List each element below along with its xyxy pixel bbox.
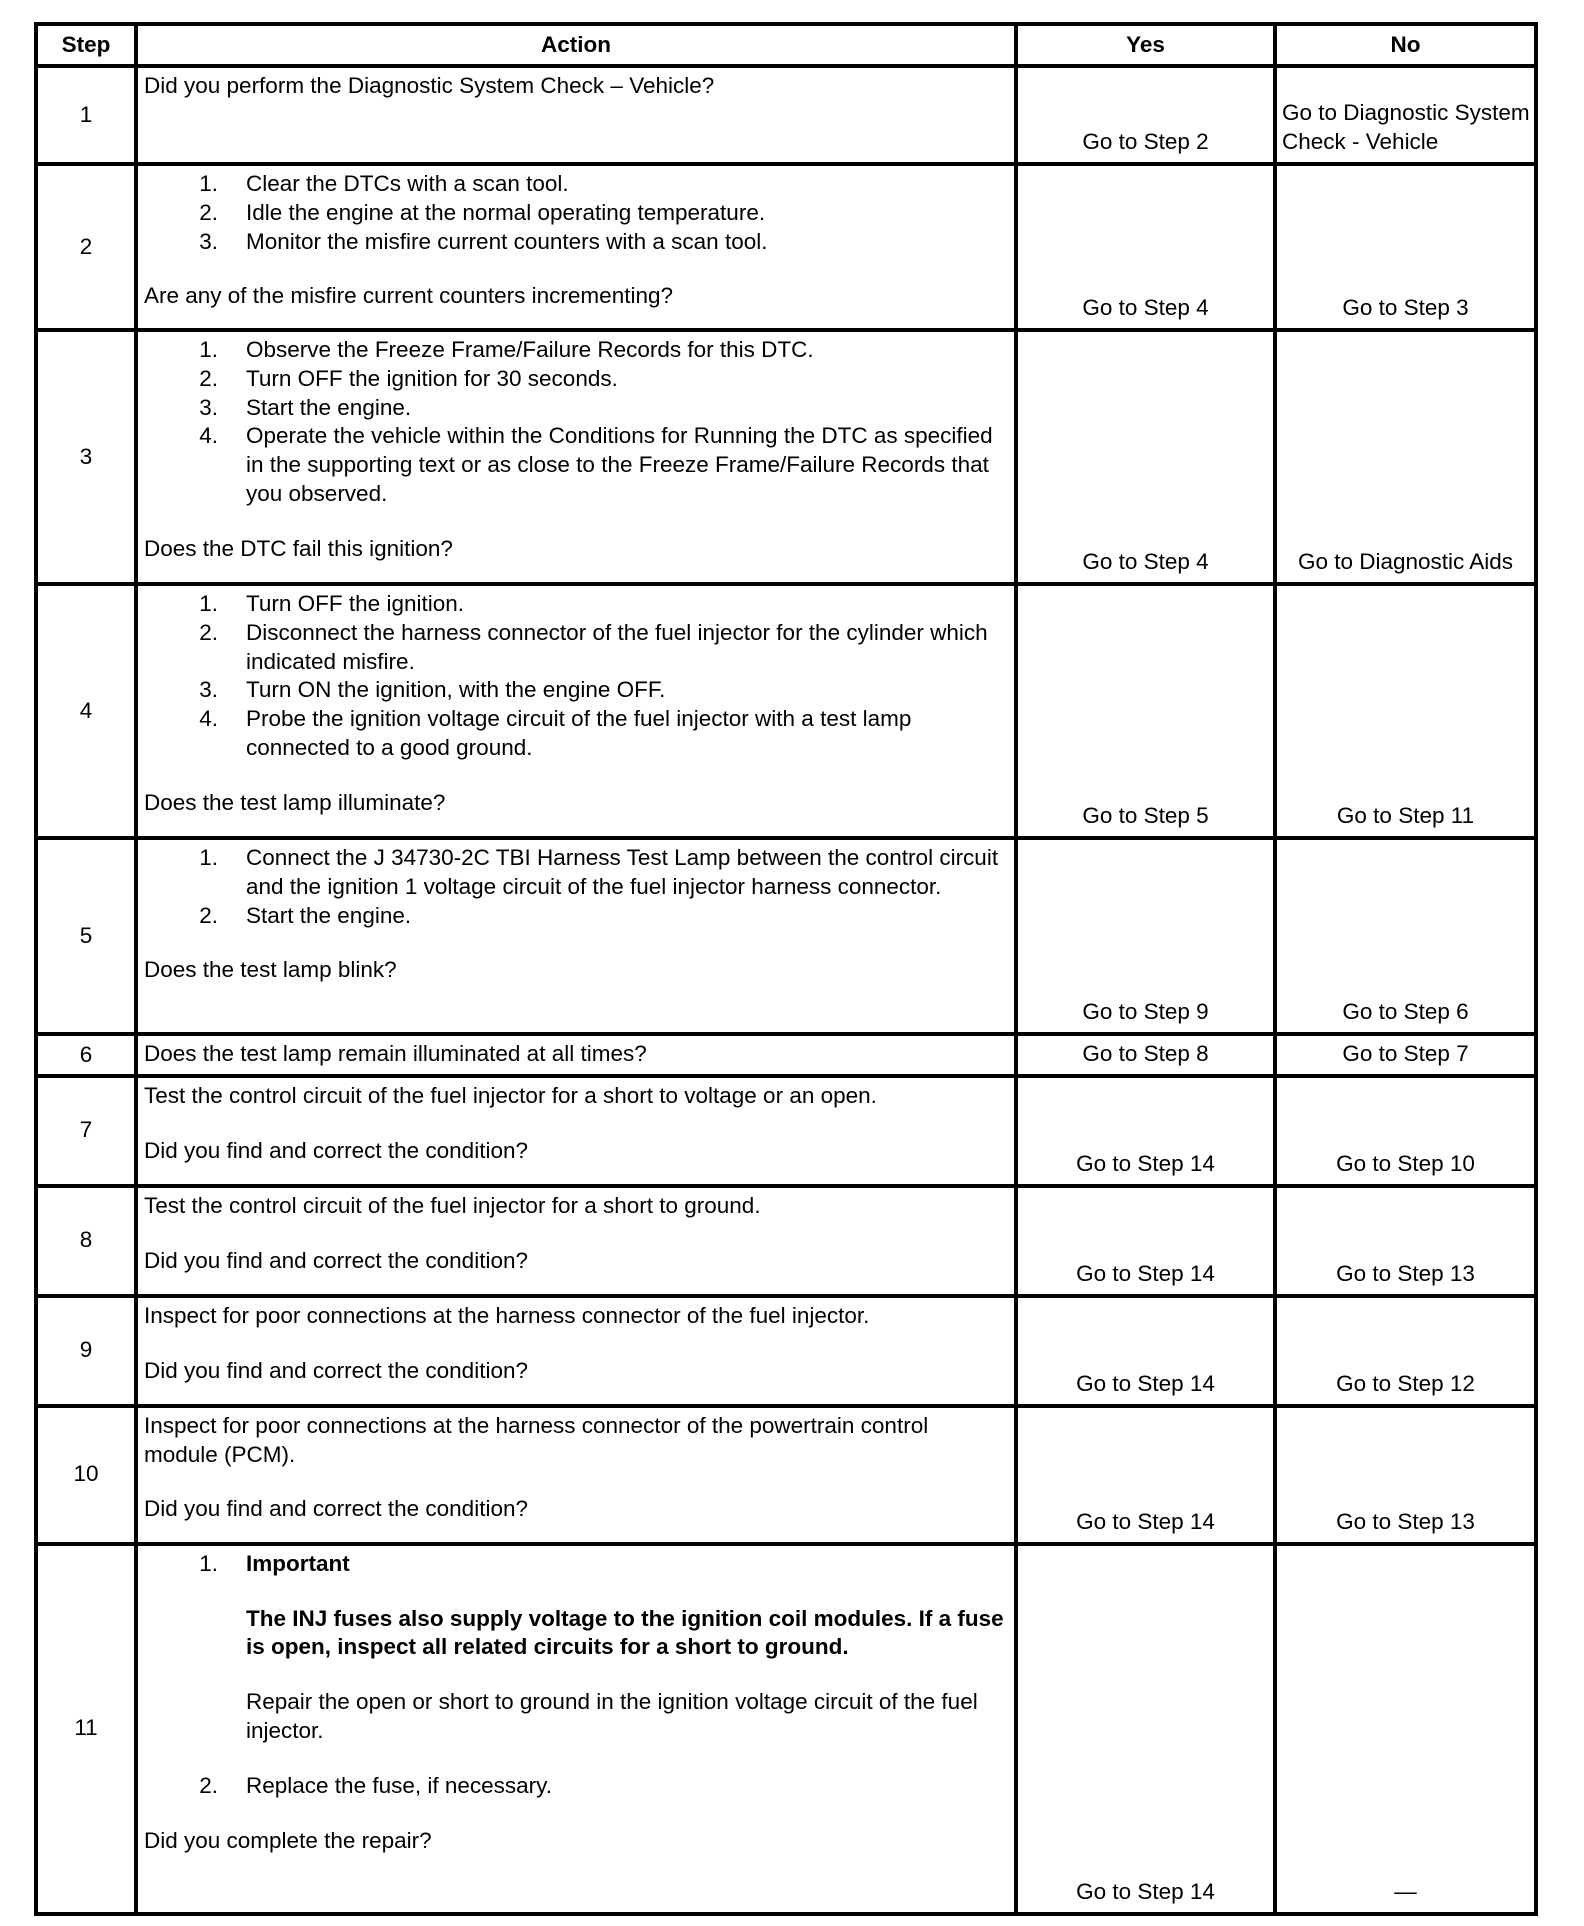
step-number: 10 — [36, 1406, 136, 1544]
action-cell — [136, 1296, 1016, 1406]
header-action: Action — [136, 24, 1016, 66]
no-cell: Go to Step 6 — [1275, 838, 1536, 1034]
action-cell — [136, 1186, 1016, 1296]
list-item: 3. Turn ON the ignition, with the engine OFF. — [199, 677, 666, 703]
action-list — [144, 170, 1008, 256]
list-item: 2. Turn OFF the ignition for 30 seconds. — [199, 365, 618, 391]
yes-cell: Go to Step 2 — [1016, 66, 1275, 164]
repair-text: Repair the open or short to ground in the ignition voltage circuit of the fuel injector. — [246, 1689, 978, 1743]
step-number: 4 — [36, 584, 136, 838]
yes-cell: Go to Step 14 — [1016, 1406, 1275, 1544]
list-item: 3. Monitor the misfire current counters with a scan tool. — [199, 228, 768, 254]
list-item: 4. Operate the vehicle within the Conditions for Running the DTC as specified in the supporting text or as close to the Freeze Frame/Failure Records that you observed. — [199, 423, 993, 506]
action-question: Did you find and correct the condition? — [144, 1247, 528, 1273]
yes-cell: Go to Step 4 — [1016, 164, 1275, 330]
action-question: Did you complete the repair? — [144, 1827, 432, 1853]
yes-cell: Go to Step 14 — [1016, 1544, 1275, 1914]
action-text: Inspect for poor connections at the harness connector of the powertrain control module (PCM). — [144, 1412, 929, 1467]
no-cell: Go to Step 12 — [1275, 1296, 1536, 1406]
list-item: 2. Replace the fuse, if necessary. — [199, 1772, 552, 1798]
action-question: Did you find and correct the condition? — [144, 1137, 528, 1163]
important-label: Important — [246, 1550, 350, 1576]
action-cell — [136, 584, 1016, 838]
step-number: 7 — [36, 1076, 136, 1186]
table-row — [36, 1544, 1536, 1914]
step-number: 6 — [36, 1034, 136, 1076]
action-list — [144, 336, 1008, 509]
yes-cell: Go to Step 5 — [1016, 584, 1275, 838]
no-cell: Go to Diagnostic Aids — [1275, 330, 1536, 584]
list-item: 2. Start the engine. — [199, 902, 412, 928]
list-item: 1. Observe the Freeze Frame/Failure Records for this DTC. — [199, 337, 814, 362]
header-row — [36, 24, 1536, 66]
list-item: 1. Turn OFF the ignition. — [199, 591, 465, 616]
action-cell — [136, 164, 1016, 330]
action-question: Did you find and correct the condition? — [144, 1357, 528, 1383]
yes-cell: Go to Step 8 — [1016, 1034, 1275, 1076]
table-row — [36, 584, 1536, 838]
action-question: Does the test lamp illuminate? — [144, 789, 446, 815]
table-row — [36, 1186, 1536, 1296]
no-cell: — — [1275, 1544, 1536, 1914]
table-row — [36, 1076, 1536, 1186]
action-text: Does the test lamp remain illuminated at all times? — [144, 1041, 647, 1066]
list-item: 2. Disconnect the harness connector of the fuel injector for the cylinder which indicated misfire. — [199, 619, 988, 674]
step-number: 1 — [36, 66, 136, 164]
yes-cell: Go to Step 4 — [1016, 330, 1275, 584]
no-cell: Go to Step 13 — [1275, 1406, 1536, 1544]
action-text: Did you perform the Diagnostic System Check – Vehicle? — [144, 73, 715, 98]
list-item: 1. Connect the J 34730-2C TBI Harness Test Lamp between the control circuit and the ignition 1 voltage circuit of the fuel injector harness connector. — [199, 845, 999, 899]
action-text: Test the control circuit of the fuel injector for a short to voltage or an open. — [144, 1082, 877, 1108]
action-question: Did you find and correct the condition? — [144, 1496, 528, 1522]
no-cell: Go to Step 10 — [1275, 1076, 1536, 1186]
action-question: Does the test lamp blink? — [144, 957, 397, 983]
list-item: 1. Clear the DTCs with a scan tool. — [199, 171, 569, 196]
action-list — [144, 844, 1008, 930]
no-cell: Go to Step 11 — [1275, 584, 1536, 838]
important-note: The INJ fuses also supply voltage to the ignition coil modules. If a fuse is open, inspect all related circuits for a short to ground. — [246, 1605, 1004, 1660]
step-number: 2 — [36, 164, 136, 330]
action-text: Inspect for poor connections at the harness connector of the fuel injector. — [144, 1302, 870, 1328]
no-cell: Go to Diagnostic System Check - Vehicle — [1275, 66, 1536, 164]
list-item: 1. Important — [144, 1550, 1008, 1579]
table-row — [36, 330, 1536, 584]
yes-cell: Go to Step 14 — [1016, 1076, 1275, 1186]
action-cell — [136, 1076, 1016, 1186]
table-row — [36, 164, 1536, 330]
step-number: 3 — [36, 330, 136, 584]
table-row — [36, 1296, 1536, 1406]
header-no: No — [1275, 24, 1536, 66]
action-cell — [136, 1406, 1016, 1544]
header-yes: Yes — [1016, 24, 1275, 66]
action-list — [144, 590, 1008, 763]
yes-cell: Go to Step 9 — [1016, 838, 1275, 1034]
action-cell — [136, 66, 1016, 164]
no-cell: Go to Step 13 — [1275, 1186, 1536, 1296]
step-number: 11 — [36, 1544, 136, 1914]
no-cell: Go to Step 3 — [1275, 164, 1536, 330]
table-row — [36, 1034, 1536, 1076]
no-cell: Go to Step 7 — [1275, 1034, 1536, 1076]
yes-cell: Go to Step 14 — [1016, 1296, 1275, 1406]
action-question: Are any of the misfire current counters incrementing? — [144, 283, 673, 309]
table-row — [36, 1406, 1536, 1544]
action-cell — [136, 1544, 1016, 1914]
action-list — [144, 1772, 1008, 1801]
action-list — [144, 1550, 1008, 1579]
step-number: 5 — [36, 838, 136, 1034]
table-row — [36, 66, 1536, 164]
action-question: Does the DTC fail this ignition? — [144, 535, 453, 561]
list-item: 3. Start the engine. — [199, 394, 412, 420]
action-cell — [136, 838, 1016, 1034]
step-number: 8 — [36, 1186, 136, 1296]
diagnostic-table — [34, 22, 1538, 1916]
yes-cell: Go to Step 14 — [1016, 1186, 1275, 1296]
action-cell — [136, 1034, 1016, 1076]
action-text: Test the control circuit of the fuel injector for a short to ground. — [144, 1192, 761, 1218]
list-item: 4. Probe the ignition voltage circuit of the fuel injector with a test lamp connected to a good ground. — [199, 706, 912, 760]
header-step: Step — [36, 24, 136, 66]
step-number: 9 — [36, 1296, 136, 1406]
action-cell — [136, 330, 1016, 584]
list-item: 2. Idle the engine at the normal operating temperature. — [199, 199, 766, 225]
table-row — [36, 838, 1536, 1034]
